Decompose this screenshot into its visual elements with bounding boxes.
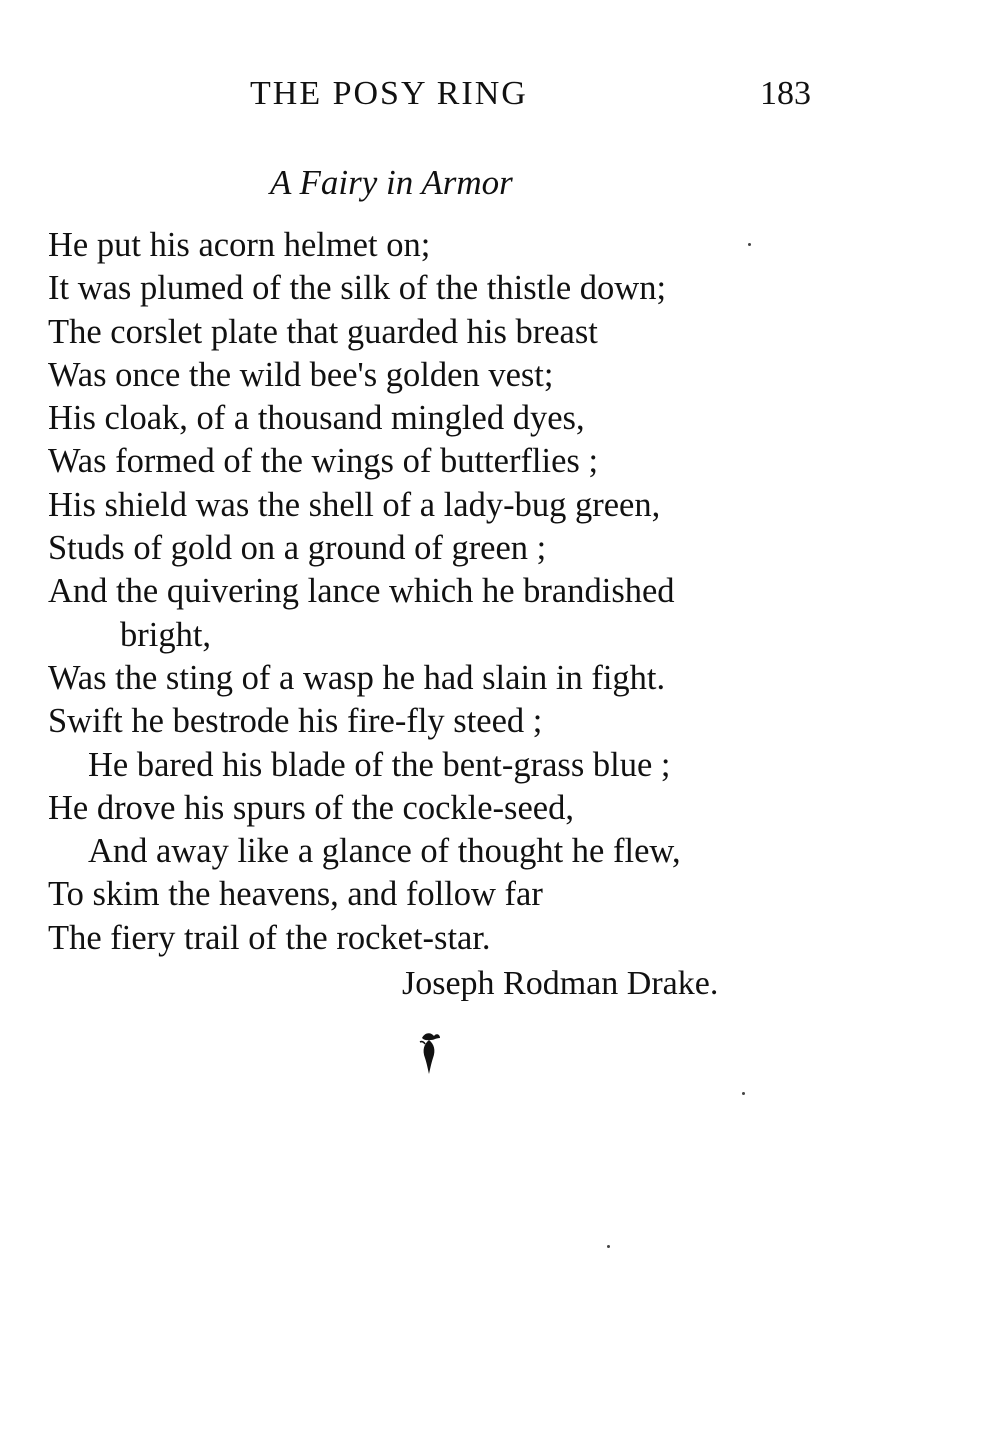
poem-line: To skim the heavens, and follow far (48, 875, 543, 914)
poem-line: It was plumed of the silk of the thistle down; (48, 269, 667, 308)
poem-line: He drove his spurs of the cockle-seed, (48, 788, 574, 827)
poem-line: He put his acorn helmet on; (48, 226, 431, 264)
poem-line: The corslet plate that guarded his breast (48, 312, 598, 351)
page-number: 183 (760, 75, 811, 112)
print-speck (748, 243, 751, 246)
poem-line: Studs of gold on a ground of green ; (48, 529, 547, 568)
poem-title: A Fairy in Armor (270, 163, 513, 202)
poem-line: His shield was the shell of a lady-bug green, (48, 485, 661, 524)
poem-line: And away like a glance of thought he flew, (88, 832, 681, 871)
print-speck (742, 1092, 745, 1095)
poem-line: Was the sting of a wasp he had slain in fight. (48, 658, 666, 697)
poem-line-continuation: bright, (120, 615, 212, 654)
poem-author: Joseph Rodman Drake. (402, 965, 719, 1002)
poem-line: And the quivering lance which he brandished (48, 572, 675, 611)
print-speck (607, 1245, 610, 1248)
acorn-tailpiece-icon (416, 1030, 442, 1076)
poem-line: His cloak, of a thousand mingled dyes, (48, 399, 585, 438)
poem-line: Was formed of the wings of butterflies ; (48, 442, 599, 481)
poem-line: He bared his blade of the bent-grass blue ; (88, 745, 671, 784)
poem-line: Swift he bestrode his fire-fly steed ; (48, 702, 543, 741)
poem-line: The fiery trail of the rocket-star. (48, 918, 491, 957)
running-head: THE POSY RING (250, 75, 528, 112)
poem-body (48, 224, 838, 960)
poem-line: Was once the wild bee's golden vest; (48, 355, 554, 394)
